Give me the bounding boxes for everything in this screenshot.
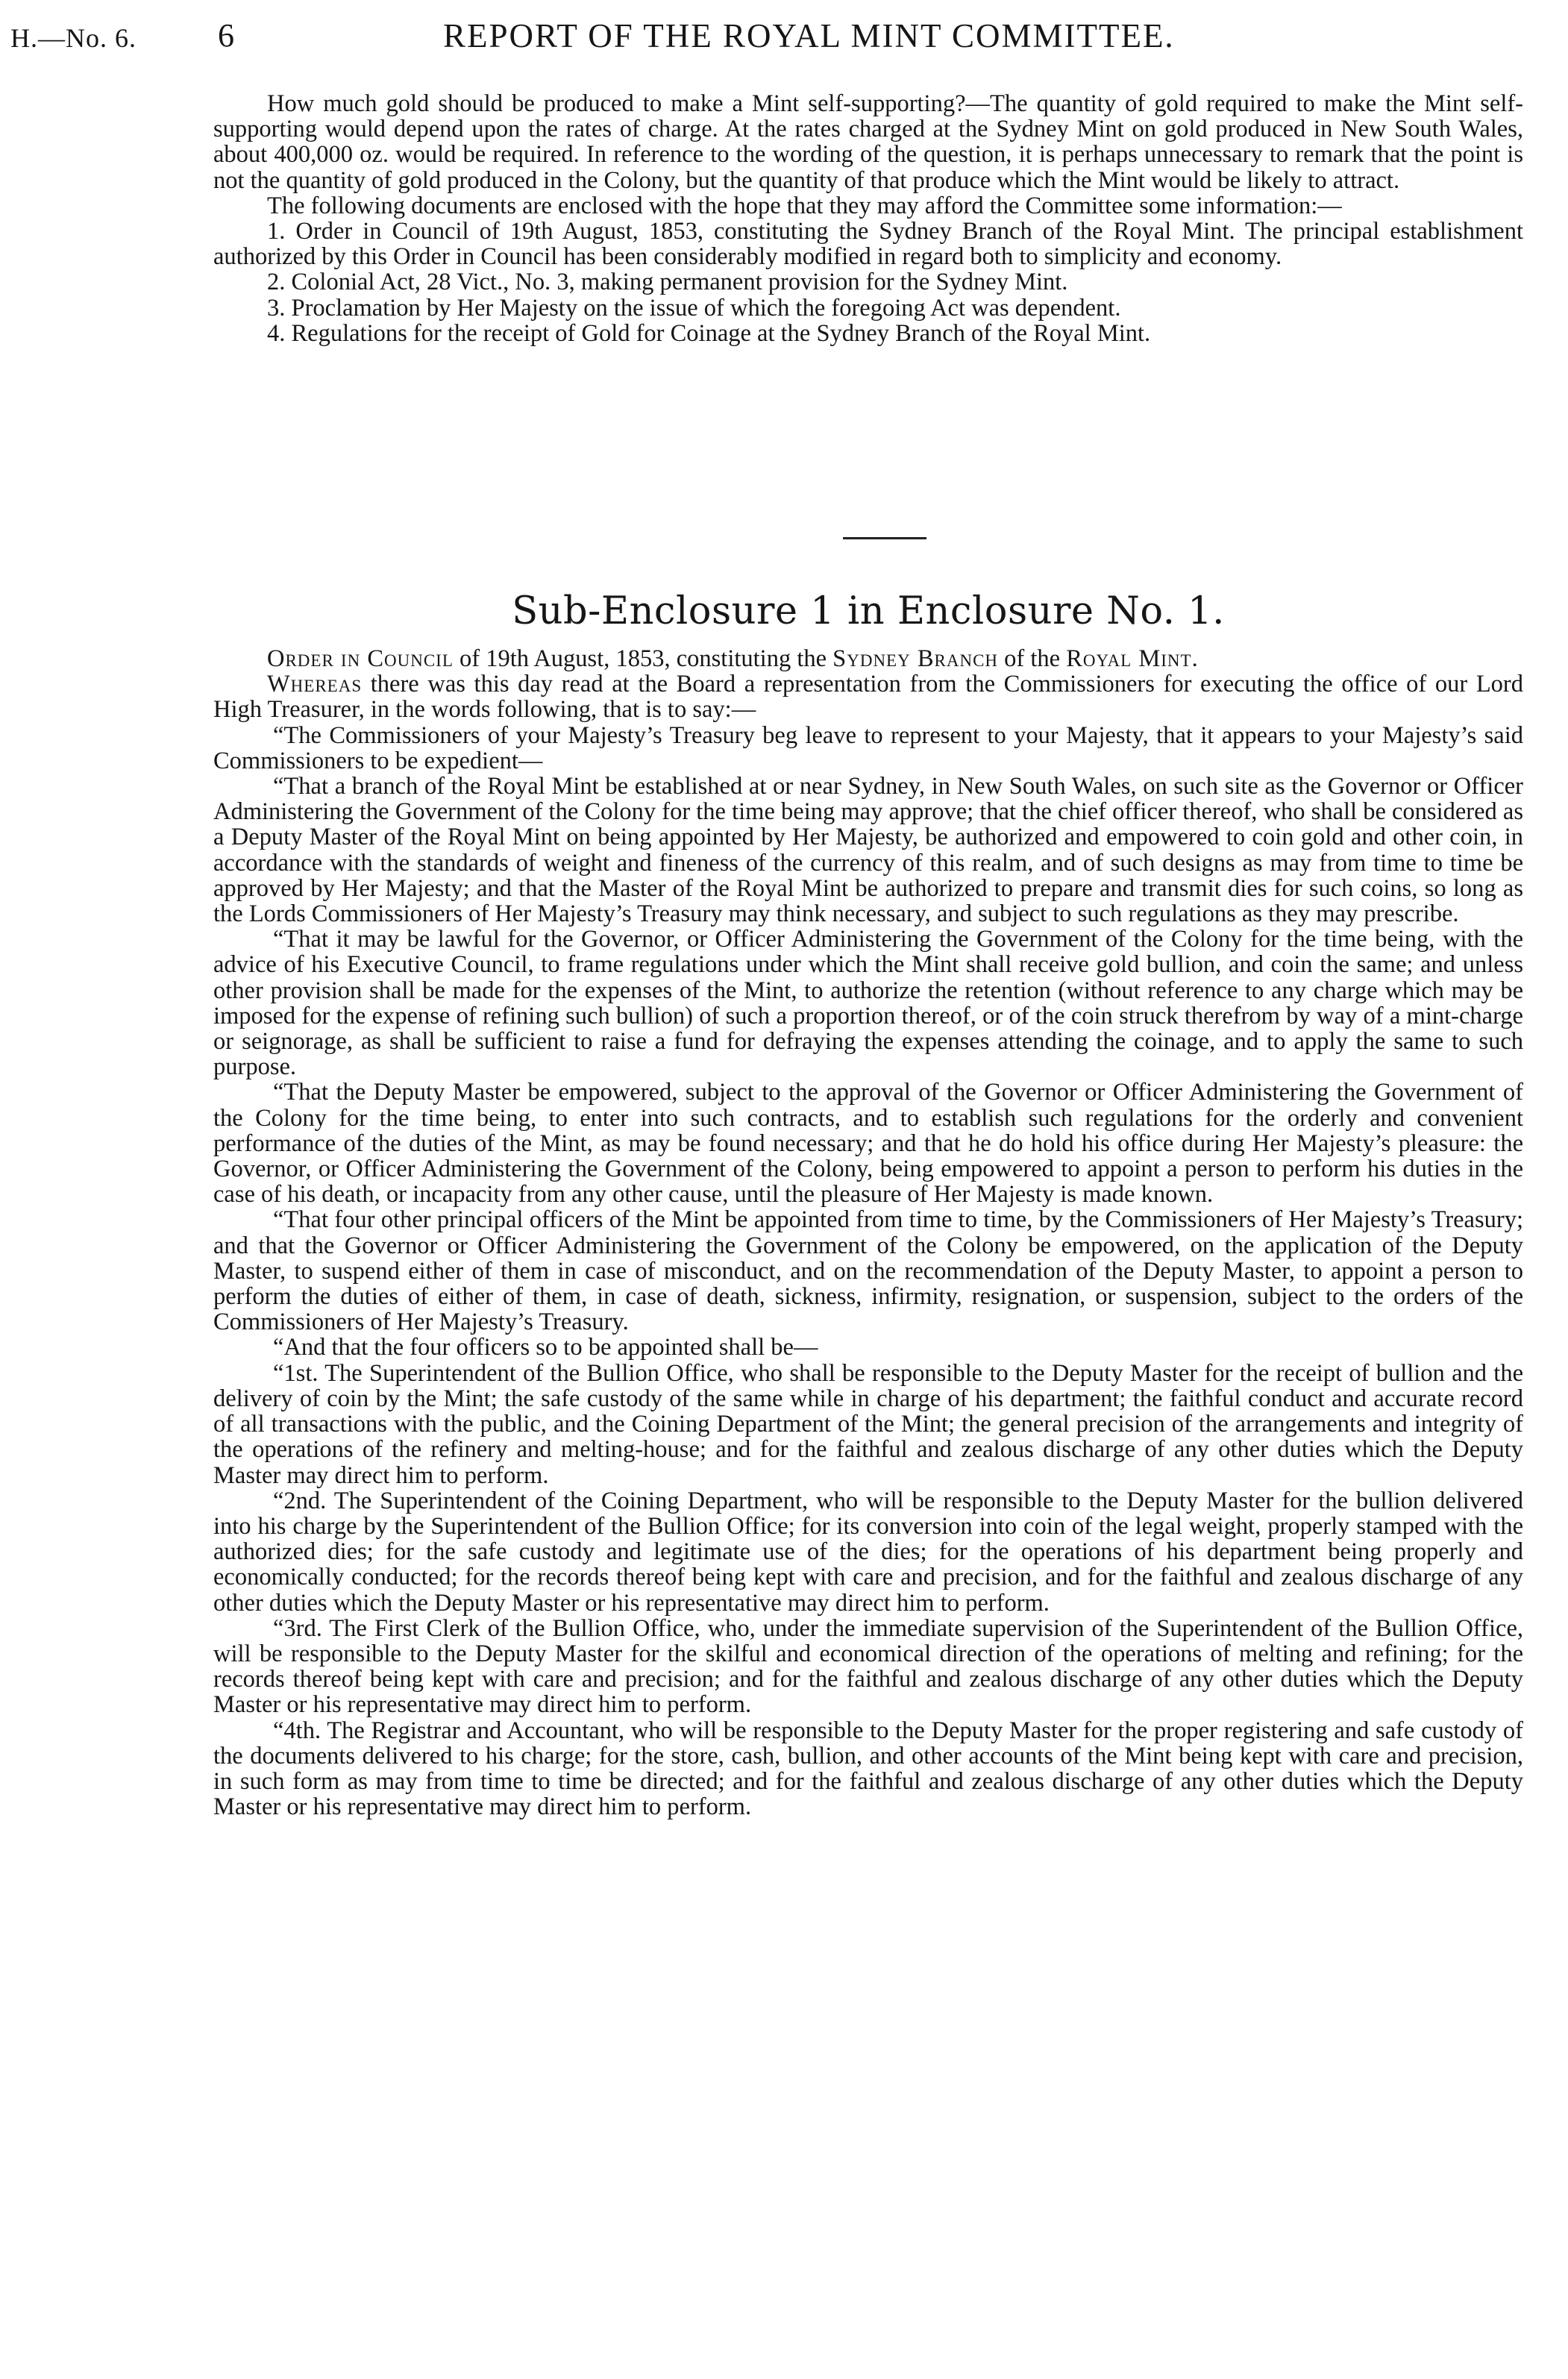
order-caption-smallcaps: Order in Council bbox=[267, 645, 454, 672]
officer-paragraph: “4th. The Registrar and Accountant, who will be responsible to the Deputy Master for the proper registering and safe custody of the documents delivered to his charge; for the store, cash, bullion, and other accounts of the Mint being kept with care and precision, in such form as may from time to time be directed; and for the faithful and zealous discharge of any other duties which the Deputy Master or his representative may direct him to perform. bbox=[213, 1717, 1523, 1821]
section-divider bbox=[843, 537, 926, 539]
order-in-council-section bbox=[213, 646, 1523, 1819]
intro-section bbox=[213, 91, 1523, 346]
enclosure-list-item: 2. Colonial Act, 28 Vict., No. 3, making permanent provision for the Sydney Mint. bbox=[267, 269, 1068, 296]
document-reference: H.—No. 6. bbox=[10, 23, 137, 53]
order-paragraph: “And that the four officers so to be appointed shall be— bbox=[273, 1334, 818, 1361]
order-in-council-caption bbox=[213, 646, 1523, 671]
officer-paragraph: “1st. The Superintendent of the Bullion Office, who shall be responsible to the Deputy Master for the receipt of bullion and the delivery of coin by the Mint; the safe custody of the same while in charge of his department; the faithful conduct and accurate record of all transactions with the public, and the Coining Department of the Mint; the general precision of the arrangements and integrity of the operations of the refinery and melting-house; and for the faithful and zealous discharge of any other duties which the Deputy Master may direct him to perform. bbox=[213, 1359, 1523, 1489]
gold-question-paragraph: How much gold should be produced to make a Mint self-supporting?—The quantity of gold required to make the Mint self-supporting would depend upon the rates of charge. At the rates charged at the Sydney Mint on gold produced in New South Wales, about 400,000 oz. would be required. In reference to the wording of the question, it is perhaps unnecessary to remark that the point is not the quantity of gold produced in the Colony, but the quantity of that produce which the Mint would be likely to attract. bbox=[213, 90, 1523, 194]
order-paragraph: “That it may be lawful for the Governor, or Officer Administering the Government of the Colony for the time being, with the advice of his Executive Council, to frame regulations under which the Mint shall receive gold bullion, and coin the same; and unless other provision shall be made for the expenses of the Mint, to authorize the retention (without reference to any charge which may be imposed for the expense of refining such bullion) of such a proportion thereof, or of the coin struck therefrom by way of a mint-charge or seignorage, as shall be sufficient to raise a fund for defraying the expenses attending the coinage, and to apply the same to such purpose. bbox=[213, 926, 1523, 1081]
running-title: REPORT OF THE ROYAL MINT COMMITTEE. bbox=[443, 17, 1175, 54]
page-number: 6 bbox=[218, 17, 234, 54]
order-caption-of: of the bbox=[998, 645, 1067, 672]
sydney-branch-smallcaps: Sydney Branch bbox=[832, 645, 999, 672]
enclosure-list-item: 3. Proclamation by Her Majesty on the issue of which the foregoing Act was dependent. bbox=[267, 294, 1121, 322]
order-paragraph: “That a branch of the Royal Mint be established at or near Sydney, in New South Wales, on such site as the Governor or Officer Administering the Government of the Colony for the time being may approve; that the chief officer thereof, who shall be considered as a Deputy Master of the Royal Mint on being appointed by Her Majesty, be authorized and empowered to coin gold and other coin, in accordance with the standards of weight and fineness of the currency of this realm, and of such designs as may from time to time be approved by Her Majesty; and that the Master of the Royal Mint be authorized to prepare and transmit dies for such coins, so long as the Lords Commissioners of Her Majesty’s Treasury may think necessary, and subject to such regulations as they may prescribe. bbox=[213, 773, 1523, 928]
documents-enclosed-paragraph: The following documents are enclosed with the hope that they may afford the Committee some information:— bbox=[267, 192, 1342, 219]
page-header bbox=[10, 10, 1547, 63]
enclosure-list-item: 1. Order in Council of 19th August, 1853, constituting the Sydney Branch of the Royal Mint. The principal establishment authorized by this Order in Council has been considerably modified in regard both to simplicity and economy. bbox=[213, 218, 1523, 271]
officer-paragraph: “2nd. The Superintendent of the Coining Department, who will be responsible to the Deputy Master for the bullion delivered into his charge by the Superintendent of the Bullion Office; for its conversion into coin of the legal weight, properly stamped with the authorized dies; for the safe custody and legitimate use of the dies; for the operations of his department being properly and economically conducted; for the records thereof being kept with care and precision, and for the faithful and zealous discharge of any other duties which the Deputy Master or his representative may direct him to perform. bbox=[213, 1487, 1523, 1617]
order-paragraph: “That the Deputy Master be empowered, subject to the approval of the Governor or Officer Administering the Government of the Colony for the time being, to enter into such contracts, and to establish such regulations for the orderly and convenient performance of the duties of the Mint, as may be found necessary; and that he do hold his office during Her Majesty’s pleasure: the Governor, or Officer Administering the Government of the Colony, being empowered to appoint a person to perform his duties in the case of his death, or incapacity from any other cause, until the pleasure of Her Majesty is made known. bbox=[213, 1079, 1523, 1209]
officer-paragraph: “3rd. The First Clerk of the Bullion Office, who, under the immediate supervision of the Superintendent of the Bullion Office, will be responsible to the Deputy Master for the skilful and economical direction of the operations of melting and refining; for the records thereof being kept with care and precision; and for the faithful and zealous discharge of any other duties which the Deputy Master or his representative may direct him to perform. bbox=[213, 1614, 1523, 1719]
order-paragraph: “The Commissioners of your Majesty’s Treasury beg leave to represent to your Majesty, that it appears to your Majesty’s said Commissioners to be expedient— bbox=[213, 721, 1523, 774]
whereas-text: there was this day read at the Board a representation from the Commissioners for executing the office of our Lord High Treasurer, in the words following, that is to say:— bbox=[213, 671, 1523, 724]
royal-mint-smallcaps: Royal Mint bbox=[1066, 645, 1192, 672]
order-caption-end: . bbox=[1191, 645, 1198, 672]
order-paragraph: “That four other principal officers of the Mint be appointed from time to time, by the Commissioners of Her Majesty’s Treasury; and that the Governor or Officer Administering the Government of the Colony be empowered, on the application of the Deputy Master, to suspend either of them in case of misconduct, and on the recommendation of the Deputy Master, to appoint a person to perform the duties of either of them, in case of death, sickness, infirmity, resignation, or suspension, subject to the orders of the Commissioners of Her Majesty’s Treasury. bbox=[213, 1206, 1523, 1336]
whereas-smallcaps: Whereas bbox=[267, 671, 363, 698]
order-caption-text: of 19th August, 1853, constituting the bbox=[453, 645, 833, 672]
whereas-paragraph bbox=[213, 671, 1523, 722]
sub-enclosure-heading: Sub-Enclosure 1 in Enclosure No. 1. bbox=[512, 589, 1225, 633]
enclosure-list-item: 4. Regulations for the receipt of Gold for Coinage at the Sydney Branch of the Royal Mint. bbox=[267, 319, 1151, 347]
